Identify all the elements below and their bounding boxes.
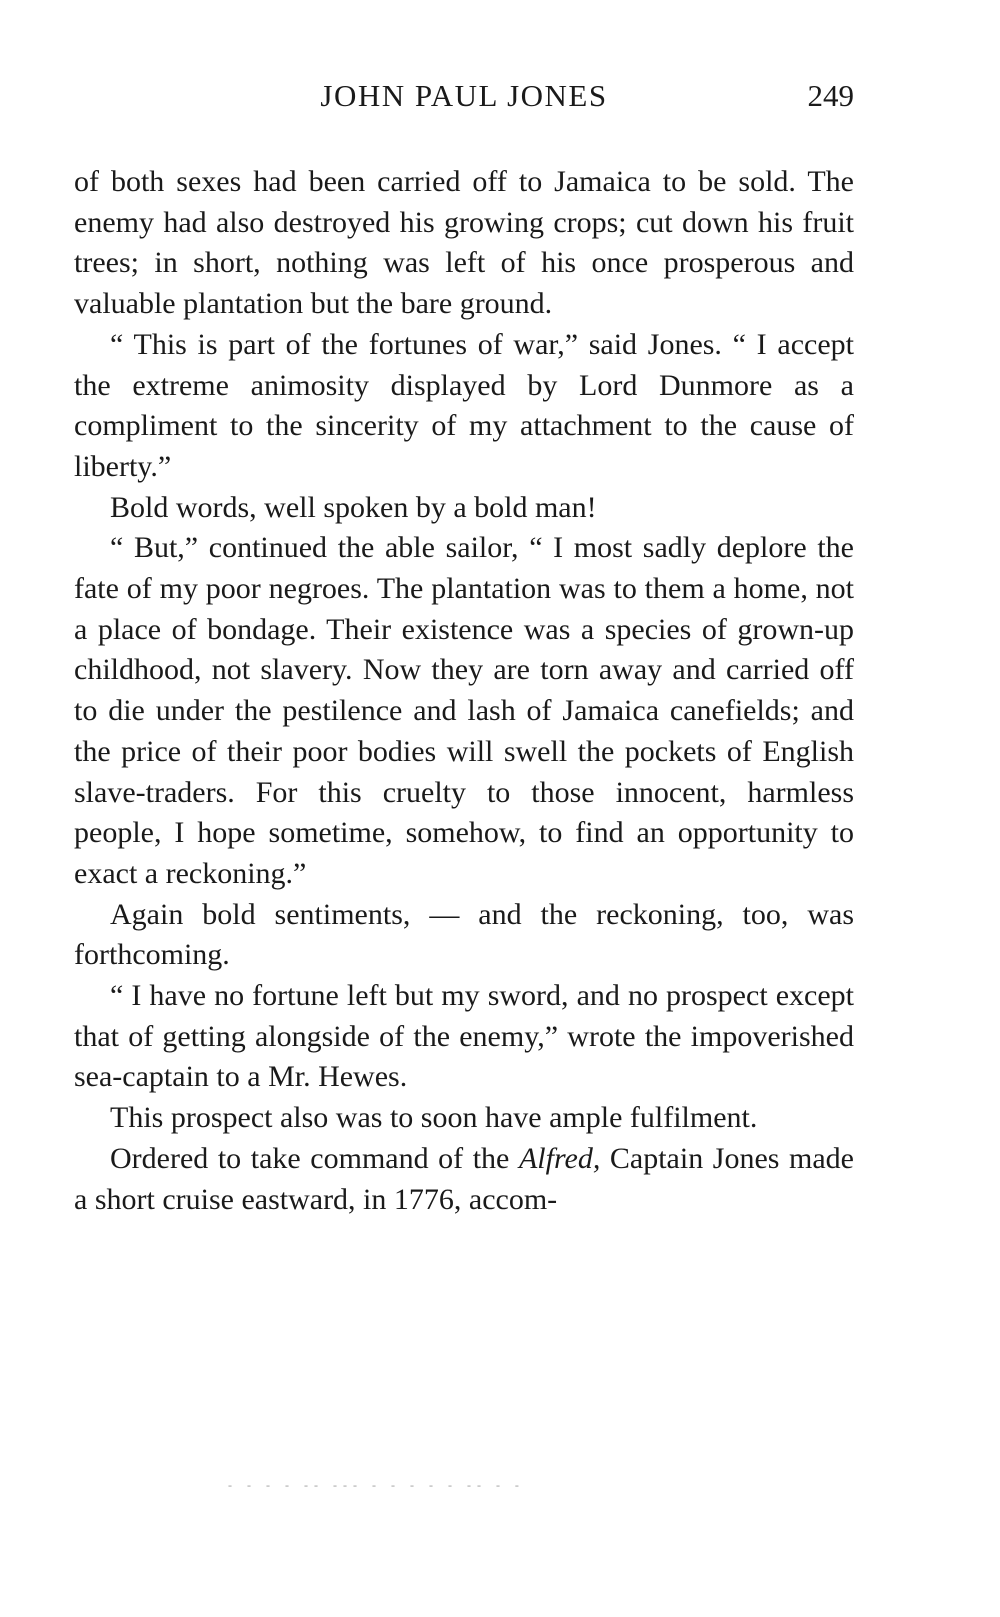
running-head (74, 78, 854, 118)
paragraph-text: Captain Jones made a short cruise eastward, in 1776, accom- (74, 1141, 854, 1216)
paragraph-text: Ordered to take command of the (110, 1141, 519, 1175)
body-text (74, 162, 854, 1220)
footer-print-marks: - - - - -- --- - - - - - -- - - (228, 1478, 525, 1492)
paragraph: Bold words, well spoken by a bold man! (110, 490, 597, 524)
paragraph: Again bold sentiments, — and the reckoning, too, was forthcoming. (74, 897, 854, 972)
book-page (74, 78, 854, 1220)
paragraph: “ This is part of the fortunes of war,” said Jones. “ I accept the extreme animosity displayed by Lord Dunmore as a compliment to the sincerity of my attachment to the cause of liberty.” (74, 327, 854, 483)
ship-name: Alfred, (518, 1141, 601, 1175)
paragraph (74, 1139, 854, 1220)
page-number: 249 (807, 78, 854, 113)
paragraph: This prospect also was to soon have ample fulfilment. (110, 1101, 758, 1135)
running-head-title: JOHN PAUL JONES (320, 78, 608, 113)
paragraph: “ But,” continued the able sailor, “ I most sadly deplore the fate of my poor negroes. The plantation was to them a home, not a place of bondage. Their existence was a species of grown-up childhood, not slavery. Now they are torn away and carried off to die under the pestilence and lash of Jamaica canefields; and the price of their poor bodies will swell the pockets of English slave-traders. For this cruelty to those innocent, harmless people, I hope sometime, somehow, to find an opportunity to exact a reckoning.” (74, 531, 854, 890)
paragraph: of both sexes had been carried off to Jamaica to be sold. The enemy had also destroyed his growing crops; cut down his fruit trees; in short, nothing was left of his once prosperous and valuable plantation but the bare ground. (74, 165, 854, 321)
paragraph: “ I have no fortune left but my sword, and no prospect except that of getting alongside of the enemy,” wrote the impoverished sea-captain to a Mr. Hewes. (74, 979, 854, 1094)
